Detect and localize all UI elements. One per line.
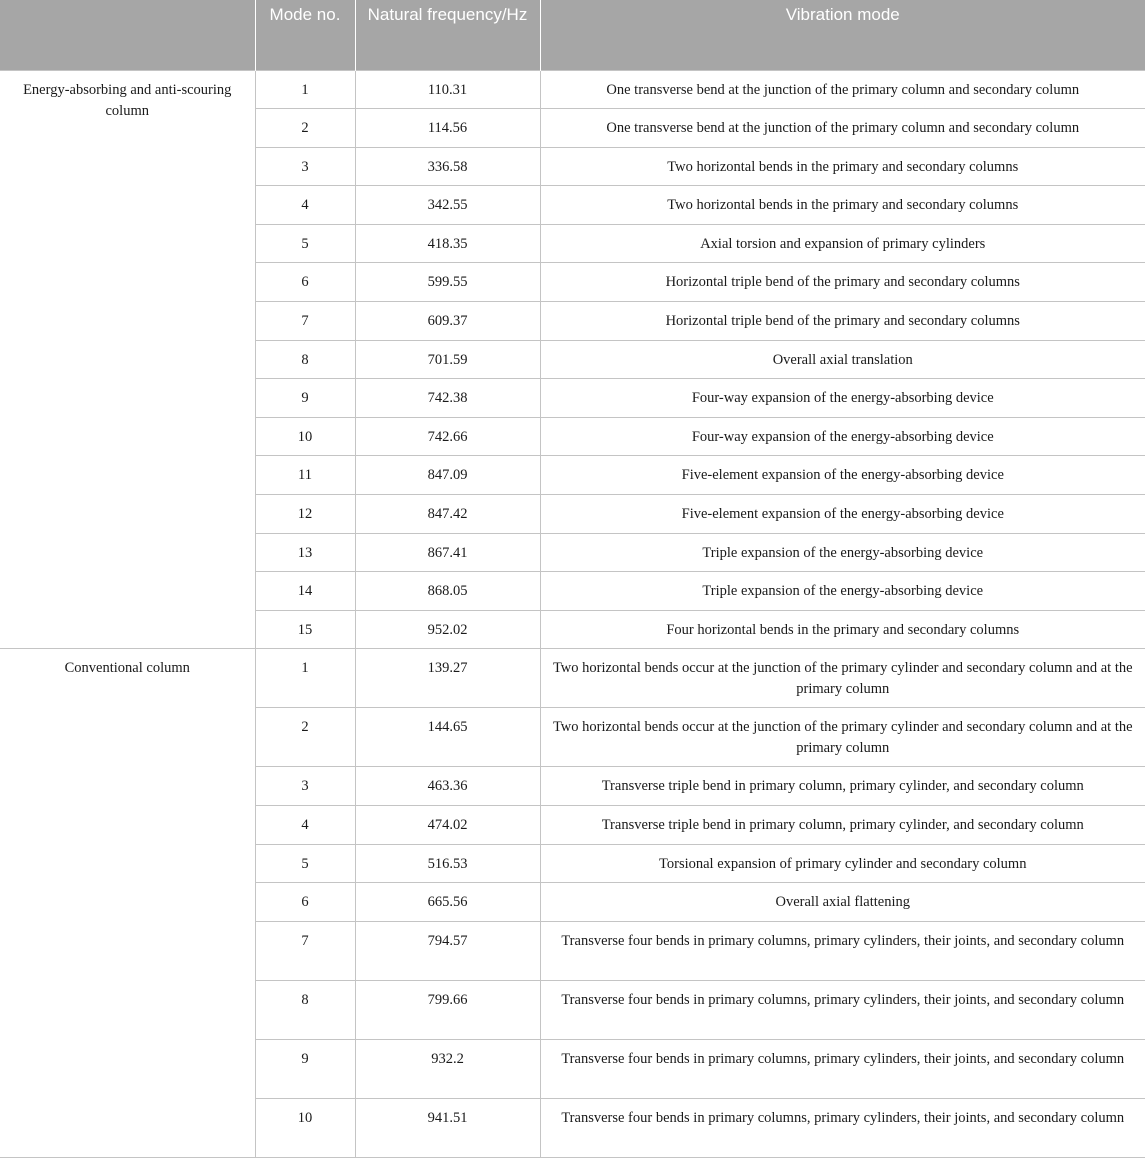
natural-frequency-cell: 463.36 xyxy=(355,767,540,806)
natural-frequency-cell: 665.56 xyxy=(355,883,540,922)
natural-frequency-cell: 952.02 xyxy=(355,610,540,649)
table-row xyxy=(0,649,1145,708)
vibration-mode-cell: Transverse four bends in primary columns, primary cylinders, their joints, and secondary column xyxy=(540,1039,1145,1098)
mode-number-cell: 11 xyxy=(255,456,355,495)
natural-frequency-cell: 609.37 xyxy=(355,302,540,341)
natural-frequency-cell: 336.58 xyxy=(355,147,540,186)
natural-frequency-cell: 110.31 xyxy=(355,70,540,109)
table-row xyxy=(0,70,1145,109)
mode-number-cell: 9 xyxy=(255,379,355,418)
vibration-mode-cell: Horizontal triple bend of the primary and secondary columns xyxy=(540,263,1145,302)
table-body xyxy=(0,70,1145,1157)
natural-frequency-cell: 342.55 xyxy=(355,186,540,225)
natural-frequency-cell: 701.59 xyxy=(355,340,540,379)
column-type-label: Conventional column xyxy=(0,649,255,1157)
mode-number-cell: 3 xyxy=(255,147,355,186)
mode-number-cell: 13 xyxy=(255,533,355,572)
vibration-mode-cell: Overall axial flattening xyxy=(540,883,1145,922)
vibration-mode-cell: Two horizontal bends in the primary and secondary columns xyxy=(540,147,1145,186)
mode-number-cell: 3 xyxy=(255,767,355,806)
mode-number-cell: 12 xyxy=(255,495,355,534)
natural-frequency-cell: 867.41 xyxy=(355,533,540,572)
mode-number-cell: 4 xyxy=(255,806,355,845)
vibration-mode-cell: Four horizontal bends in the primary and secondary columns xyxy=(540,610,1145,649)
mode-number-cell: 8 xyxy=(255,980,355,1039)
header-row xyxy=(0,0,1145,70)
vibration-mode-cell: Two horizontal bends occur at the junction of the primary cylinder and secondary column and at the primary column xyxy=(540,649,1145,708)
mode-number-cell: 2 xyxy=(255,109,355,148)
vibration-mode-cell: Transverse four bends in primary columns, primary cylinders, their joints, and secondary column xyxy=(540,921,1145,980)
header-vibration-mode: Vibration mode xyxy=(540,0,1145,70)
natural-frequency-cell: 794.57 xyxy=(355,921,540,980)
header-column-type xyxy=(0,0,255,70)
vibration-mode-cell: Torsional expansion of primary cylinder and secondary column xyxy=(540,844,1145,883)
natural-frequency-cell: 932.2 xyxy=(355,1039,540,1098)
vibration-mode-cell: Triple expansion of the energy-absorbing device xyxy=(540,533,1145,572)
mode-number-cell: 1 xyxy=(255,70,355,109)
natural-frequency-cell: 847.42 xyxy=(355,495,540,534)
natural-frequency-cell: 742.38 xyxy=(355,379,540,418)
mode-number-cell: 14 xyxy=(255,572,355,611)
mode-number-cell: 5 xyxy=(255,844,355,883)
mode-number-cell: 15 xyxy=(255,610,355,649)
mode-number-cell: 6 xyxy=(255,883,355,922)
mode-number-cell: 9 xyxy=(255,1039,355,1098)
table-header xyxy=(0,0,1145,70)
natural-frequency-cell: 847.09 xyxy=(355,456,540,495)
vibration-mode-cell: Transverse four bends in primary columns, primary cylinders, their joints, and secondary column xyxy=(540,1098,1145,1157)
natural-frequency-cell: 941.51 xyxy=(355,1098,540,1157)
natural-frequency-cell: 139.27 xyxy=(355,649,540,708)
vibration-mode-cell: One transverse bend at the junction of the primary column and secondary column xyxy=(540,70,1145,109)
vibration-mode-cell: Transverse triple bend in primary column, primary cylinder, and secondary column xyxy=(540,806,1145,845)
vibration-mode-cell: Two horizontal bends occur at the junction of the primary cylinder and secondary column and at the primary column xyxy=(540,708,1145,767)
header-mode-no: Mode no. xyxy=(255,0,355,70)
natural-frequency-cell: 799.66 xyxy=(355,980,540,1039)
natural-frequency-cell: 516.53 xyxy=(355,844,540,883)
mode-number-cell: 7 xyxy=(255,921,355,980)
natural-frequency-cell: 599.55 xyxy=(355,263,540,302)
vibration-mode-cell: Four-way expansion of the energy-absorbing device xyxy=(540,379,1145,418)
natural-frequency-cell: 742.66 xyxy=(355,417,540,456)
vibration-mode-cell: Two horizontal bends in the primary and secondary columns xyxy=(540,186,1145,225)
vibration-mode-cell: Five-element expansion of the energy-absorbing device xyxy=(540,495,1145,534)
mode-number-cell: 1 xyxy=(255,649,355,708)
mode-number-cell: 10 xyxy=(255,1098,355,1157)
vibration-mode-cell: Horizontal triple bend of the primary and secondary columns xyxy=(540,302,1145,341)
mode-number-cell: 6 xyxy=(255,263,355,302)
mode-number-cell: 5 xyxy=(255,224,355,263)
vibration-mode-cell: One transverse bend at the junction of the primary column and secondary column xyxy=(540,109,1145,148)
mode-number-cell: 7 xyxy=(255,302,355,341)
column-type-label: Energy-absorbing and anti-scouring column xyxy=(0,70,255,649)
natural-frequency-cell: 868.05 xyxy=(355,572,540,611)
natural-frequency-cell: 114.56 xyxy=(355,109,540,148)
vibration-mode-cell: Triple expansion of the energy-absorbing device xyxy=(540,572,1145,611)
mode-number-cell: 8 xyxy=(255,340,355,379)
mode-number-cell: 10 xyxy=(255,417,355,456)
mode-number-cell: 2 xyxy=(255,708,355,767)
vibration-mode-cell: Transverse triple bend in primary column, primary cylinder, and secondary column xyxy=(540,767,1145,806)
mode-number-cell: 4 xyxy=(255,186,355,225)
natural-frequency-cell: 418.35 xyxy=(355,224,540,263)
header-natural-frequency: Natural frequency/Hz xyxy=(355,0,540,70)
natural-frequency-cell: 144.65 xyxy=(355,708,540,767)
vibration-mode-cell: Five-element expansion of the energy-absorbing device xyxy=(540,456,1145,495)
vibration-mode-cell: Four-way expansion of the energy-absorbing device xyxy=(540,417,1145,456)
natural-frequency-cell: 474.02 xyxy=(355,806,540,845)
vibration-mode-cell: Transverse four bends in primary columns, primary cylinders, their joints, and secondary column xyxy=(540,980,1145,1039)
vibration-mode-cell: Axial torsion and expansion of primary cylinders xyxy=(540,224,1145,263)
vibration-mode-cell: Overall axial translation xyxy=(540,340,1145,379)
